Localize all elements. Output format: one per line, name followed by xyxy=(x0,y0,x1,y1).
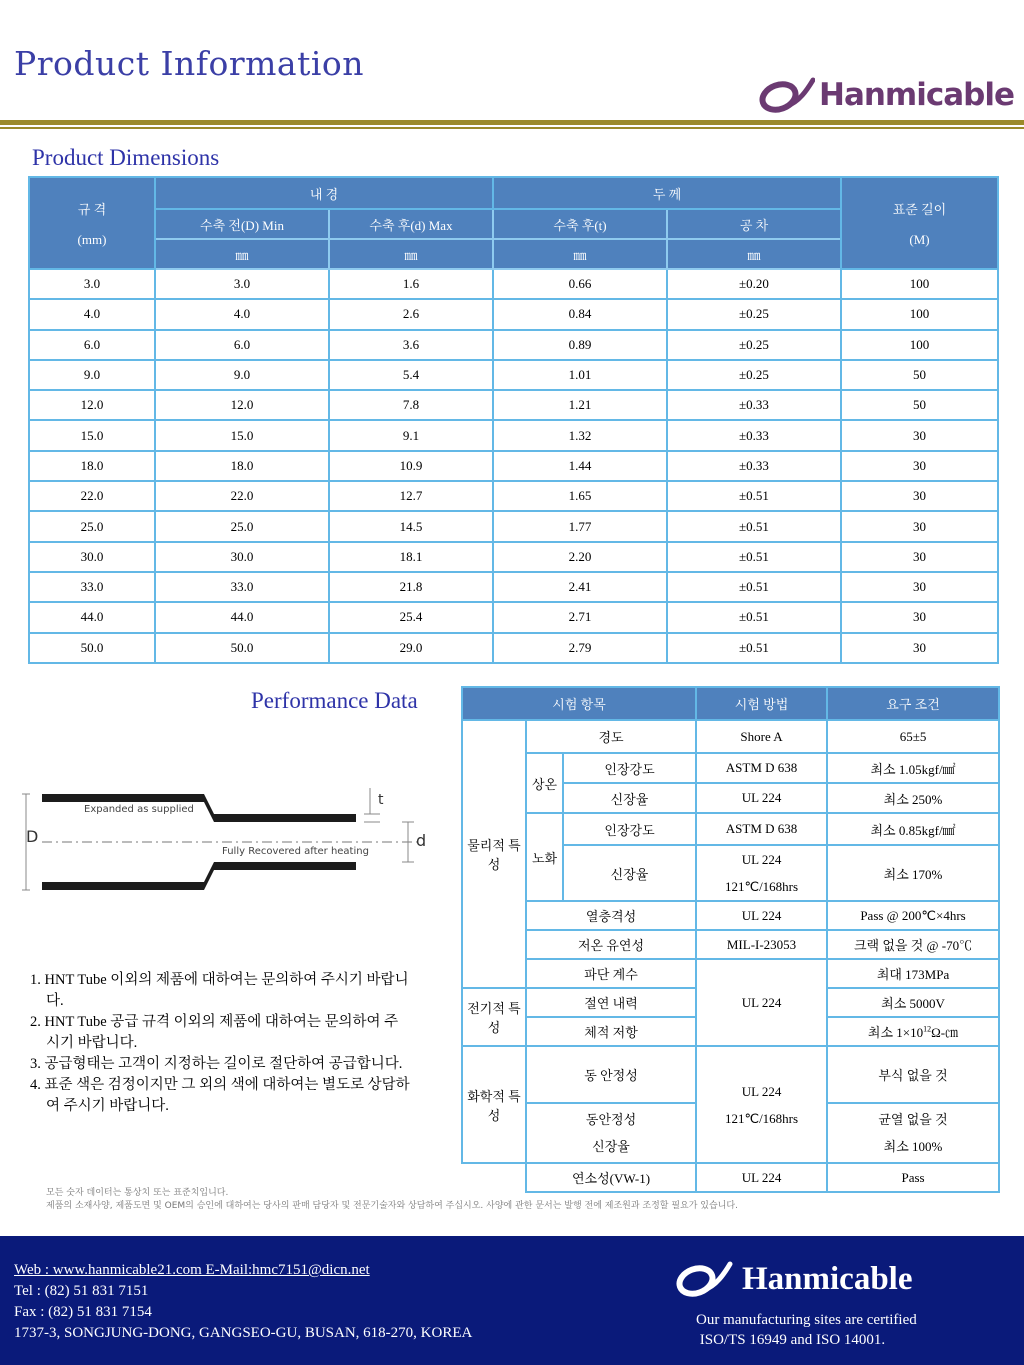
table-cell: ±0.51 xyxy=(667,633,841,663)
table-row xyxy=(29,299,998,329)
header-test-method: 시험 방법 xyxy=(696,687,827,720)
table-cell: 25.0 xyxy=(155,511,329,541)
cell-method-line: 121℃/168hrs xyxy=(724,1110,799,1126)
diagram-label-expanded: Expanded as supplied xyxy=(84,804,194,815)
table-cell: 22.0 xyxy=(155,481,329,511)
header-after-shrink-t: 수축 후(t) xyxy=(493,209,667,239)
table-cell: 50.0 xyxy=(29,633,155,663)
table-cell: ±0.51 xyxy=(667,572,841,602)
cell-requirement: Pass xyxy=(827,1163,999,1192)
page-title: Product Information xyxy=(14,44,365,83)
group-aged: 노화 xyxy=(526,813,563,901)
table-row xyxy=(29,420,998,450)
table-cell: 44.0 xyxy=(29,602,155,632)
table-cell: ±0.51 xyxy=(667,602,841,632)
table-row xyxy=(29,511,998,541)
cell-item: 열충격성 xyxy=(526,901,696,930)
table-cell: ±0.25 xyxy=(667,330,841,360)
table-cell: 30 xyxy=(841,542,998,572)
table-row xyxy=(29,633,998,663)
cell-requirement xyxy=(827,1103,999,1163)
table-row xyxy=(29,330,998,360)
fine-print-line: 모든 숫자 데이터는 통상치 또는 표준치입니다. xyxy=(46,1188,229,1198)
table-cell: 30 xyxy=(841,572,998,602)
table-cell: 30 xyxy=(841,451,998,481)
table-cell: 1.01 xyxy=(493,360,667,390)
table-row xyxy=(462,930,999,959)
header-spec-label: 규 격 xyxy=(77,201,107,217)
table-cell: 22.0 xyxy=(29,481,155,511)
footer-certification xyxy=(696,1310,917,1350)
cell-requirement: 최소 1.05kgf/㎟ xyxy=(827,753,999,783)
table-cell: 1.77 xyxy=(493,511,667,541)
header-length xyxy=(841,177,998,269)
table-row xyxy=(29,572,998,602)
table-cell: 2.79 xyxy=(493,633,667,663)
header-spec xyxy=(29,177,155,269)
cell-req-line: 최소 100% xyxy=(883,1139,943,1154)
table-cell: ±0.25 xyxy=(667,299,841,329)
header-requirement: 요구 조건 xyxy=(827,687,999,720)
table-cell: 18.0 xyxy=(155,451,329,481)
cell-req-line: 균열 없을 것 xyxy=(878,1112,948,1127)
table-cell: ±0.20 xyxy=(667,269,841,299)
brand-name: Hanmicable xyxy=(819,77,1014,113)
list-item: 4. 표준 색은 검정이지만 그 외의 색에 대하여는 별도로 상담하여 주시기 바랍니다. xyxy=(30,1077,410,1114)
table-cell: 21.8 xyxy=(329,572,493,602)
header-rule xyxy=(0,120,1024,125)
table-cell: 9.1 xyxy=(329,420,493,450)
cell-item-line: 동안정성 xyxy=(585,1112,637,1127)
footer-brand-name: Hanmicable xyxy=(742,1260,913,1297)
table-cell: 100 xyxy=(841,299,998,329)
cell-method-chemical xyxy=(696,1046,827,1163)
cell-item: 저온 유연성 xyxy=(526,930,696,959)
footer-web-email-link[interactable]: Web : www.hanmicable21.com E-Mail:hmc7151@dicn.net xyxy=(14,1262,370,1278)
table-cell: 3.0 xyxy=(29,269,155,299)
cell-requirement: 크랙 없을 것 @ -70℃ xyxy=(827,930,999,959)
cell-item xyxy=(526,1103,696,1163)
table-cell: ±0.51 xyxy=(667,542,841,572)
table-cell: 12.0 xyxy=(29,390,155,420)
table-cell: 3.0 xyxy=(155,269,329,299)
cell-item: 인장강도 xyxy=(563,753,696,783)
cell-requirement: 최대 173MPa xyxy=(827,959,999,988)
cell-requirement: Pass @ 200℃×4hrs xyxy=(827,901,999,930)
header-length-label: 표준 길이 xyxy=(892,201,947,217)
table-cell: ±0.51 xyxy=(667,511,841,541)
cell-requirement: 최소 5000V xyxy=(827,988,999,1017)
table-cell: 30 xyxy=(841,511,998,541)
cell-method: Shore A xyxy=(696,720,827,753)
table-row xyxy=(29,542,998,572)
table-cell: 4.0 xyxy=(155,299,329,329)
table-cell: 14.5 xyxy=(329,511,493,541)
table-cell: 0.66 xyxy=(493,269,667,299)
cert-line: Our manufacturing sites are certified xyxy=(696,1312,917,1328)
cell-item: 연소성(VW-1) xyxy=(526,1163,696,1192)
cell-requirement: 최소 250% xyxy=(827,783,999,813)
cert-line: ISO/TS 16949 and ISO 14001. xyxy=(696,1332,886,1348)
cell-item: 인장강도 xyxy=(563,813,696,845)
header-rule-thin xyxy=(0,127,1024,129)
table-cell: 1.65 xyxy=(493,481,667,511)
table-cell: 25.4 xyxy=(329,602,493,632)
header-unit: ㎜ xyxy=(155,239,329,269)
table-row xyxy=(29,269,998,299)
header-test-item: 시험 항목 xyxy=(462,687,696,720)
table-cell: 15.0 xyxy=(155,420,329,450)
performance-table xyxy=(461,686,1000,1193)
table-cell: 9.0 xyxy=(29,360,155,390)
table-cell: 30 xyxy=(841,602,998,632)
hanmicable-swirl-logo-icon xyxy=(757,76,815,114)
group-physical: 물리적 특성 xyxy=(462,720,526,988)
table-cell: 44.0 xyxy=(155,602,329,632)
header-spec-unit: (mm) xyxy=(77,231,107,247)
table-cell: 30.0 xyxy=(155,542,329,572)
cell-method: ASTM D 638 xyxy=(696,813,827,845)
table-cell: 15.0 xyxy=(29,420,155,450)
cell-method: UL 224 xyxy=(696,901,827,930)
cell-method: MIL-I-23053 xyxy=(696,930,827,959)
table-cell: 25.0 xyxy=(29,511,155,541)
table-cell: 10.9 xyxy=(329,451,493,481)
header-unit: ㎜ xyxy=(667,239,841,269)
table-cell: 6.0 xyxy=(29,330,155,360)
cell-method-line: UL 224 xyxy=(741,852,782,867)
dimensions-title: Product Dimensions xyxy=(32,145,220,170)
table-cell: 18.0 xyxy=(29,451,155,481)
table-cell: 5.4 xyxy=(329,360,493,390)
group-chemical: 화학적 특성 xyxy=(462,1046,526,1163)
table-row xyxy=(29,602,998,632)
footer-tel: Tel : (82) 51 831 7151 xyxy=(14,1283,149,1299)
table-cell: 2.71 xyxy=(493,602,667,632)
list-item: 2. HNT Tube 공급 규격 이외의 제품에 대하여는 문의하여 주시기 바랍니다. xyxy=(30,1014,399,1051)
table-row xyxy=(462,901,999,930)
cell-requirement: 최소 170% xyxy=(827,845,999,901)
brand-logo xyxy=(757,72,1014,118)
table-cell: 2.6 xyxy=(329,299,493,329)
table-cell: 30 xyxy=(841,420,998,450)
footer-fax: Fax : (82) 51 831 7154 xyxy=(14,1304,152,1320)
diagram-label-t: t xyxy=(378,792,384,808)
performance-title: Performance Data xyxy=(251,688,418,713)
group-electrical: 전기적 특성 xyxy=(462,988,526,1046)
footer xyxy=(0,1236,1024,1365)
table-cell: 50 xyxy=(841,390,998,420)
diagram-label-recovered: Fully Recovered after heating xyxy=(222,846,369,857)
cell-item-line: 신장율 xyxy=(592,1139,630,1154)
header-unit: ㎜ xyxy=(493,239,667,269)
table-cell: 6.0 xyxy=(155,330,329,360)
table-cell: 18.1 xyxy=(329,542,493,572)
table-cell: 30 xyxy=(841,633,998,663)
table-cell: 3.6 xyxy=(329,330,493,360)
table-cell: 100 xyxy=(841,269,998,299)
tube-diagram xyxy=(18,780,438,900)
table-cell: 7.8 xyxy=(329,390,493,420)
req-exponent: 12 xyxy=(923,1024,932,1034)
table-cell: 12.7 xyxy=(329,481,493,511)
cell-item: 경도 xyxy=(526,720,696,753)
fine-print-line: 제품의 소재사양, 제품도면 및 OEM의 승인에 대하여는 당사의 판매 담당자 및 전문기술자와 상담하여 주십시오. 사양에 관한 문서는 발행 전에 제조원과 조정할 필요가 있습니다. xyxy=(46,1201,738,1211)
diagram-label-d: d xyxy=(416,831,427,850)
table-row xyxy=(462,753,999,783)
header-before-shrink: 수축 전(D) Min xyxy=(155,209,329,239)
cell-method: UL 224 xyxy=(696,783,827,813)
list-item: 3. 공급형태는 고객이 지정하는 길이로 절단하여 공급합니다. xyxy=(30,1056,403,1072)
cell-item: 신장율 xyxy=(563,845,696,901)
cell-requirement: 부식 없을 것 xyxy=(827,1046,999,1103)
table-cell: 1.32 xyxy=(493,420,667,450)
header-tolerance: 공 차 xyxy=(667,209,841,239)
cell-requirement xyxy=(827,1017,999,1046)
table-cell: 100 xyxy=(841,330,998,360)
cell-method-line: UL 224 xyxy=(741,1083,782,1099)
hanmicable-swirl-logo-icon xyxy=(672,1260,734,1298)
cell-item: 파단 계수 xyxy=(526,959,696,988)
table-row xyxy=(29,451,998,481)
table-cell: 4.0 xyxy=(29,299,155,329)
header-thickness: 두 께 xyxy=(493,177,841,209)
footer-address: 1737-3, SONGJUNG-DONG, GANGSEO-GU, BUSAN, 618-270, KOREA xyxy=(14,1325,473,1341)
table-row xyxy=(462,1046,999,1103)
req-prefix: 최소 1×10 xyxy=(867,1025,924,1040)
table-cell: ±0.33 xyxy=(667,420,841,450)
table-cell: 30.0 xyxy=(29,542,155,572)
cell-method: ASTM D 638 xyxy=(696,753,827,783)
cell-requirement: 65±5 xyxy=(827,720,999,753)
list-item: 1. HNT Tube 이외의 제품에 대하여는 문의하여 주시기 바랍니다. xyxy=(30,972,409,1009)
table-row xyxy=(29,481,998,511)
table-cell: 1.44 xyxy=(493,451,667,481)
table-cell: 2.20 xyxy=(493,542,667,572)
header-unit: ㎜ xyxy=(329,239,493,269)
cell-item: 체적 저항 xyxy=(526,1017,696,1046)
table-cell: 50 xyxy=(841,360,998,390)
table-cell: 0.89 xyxy=(493,330,667,360)
table-cell: ±0.25 xyxy=(667,360,841,390)
footer-brand xyxy=(672,1260,913,1298)
table-cell: 2.41 xyxy=(493,572,667,602)
table-cell: 1.21 xyxy=(493,390,667,420)
cell-item: 동 안정성 xyxy=(526,1046,696,1103)
header-after-shrink: 수축 후(d) Max xyxy=(329,209,493,239)
table-row xyxy=(29,360,998,390)
table-cell: 50.0 xyxy=(155,633,329,663)
cell-method-shared: UL 224 xyxy=(696,959,827,1046)
header-inner-diameter: 내 경 xyxy=(155,177,493,209)
table-cell: 9.0 xyxy=(155,360,329,390)
header-length-unit: (M) xyxy=(909,231,930,247)
table-cell: 0.84 xyxy=(493,299,667,329)
diagram-label-D: D xyxy=(26,827,39,846)
req-suffix: Ω-㎝ xyxy=(931,1025,959,1040)
table-cell: ±0.33 xyxy=(667,390,841,420)
cell-item: 절연 내력 xyxy=(526,988,696,1017)
cell-requirement: 최소 0.85kgf/㎟ xyxy=(827,813,999,845)
table-cell: 30 xyxy=(841,481,998,511)
table-row xyxy=(29,390,998,420)
group-room-temp: 상온 xyxy=(526,753,563,813)
table-row xyxy=(462,813,999,845)
notes-list xyxy=(30,970,410,1117)
table-cell: 33.0 xyxy=(29,572,155,602)
fine-print xyxy=(46,1187,1006,1213)
table-cell: 33.0 xyxy=(155,572,329,602)
cell-method-line: 121℃/168hrs xyxy=(724,879,799,894)
cell-method xyxy=(696,845,827,901)
dimensions-table xyxy=(28,176,999,664)
table-row xyxy=(462,959,999,988)
table-cell: 1.6 xyxy=(329,269,493,299)
table-cell: 29.0 xyxy=(329,633,493,663)
table-cell: 12.0 xyxy=(155,390,329,420)
cell-item: 신장율 xyxy=(563,783,696,813)
cell-method: UL 224 xyxy=(696,1163,827,1192)
table-cell: ±0.33 xyxy=(667,451,841,481)
table-row xyxy=(462,720,999,753)
table-cell: ±0.51 xyxy=(667,481,841,511)
